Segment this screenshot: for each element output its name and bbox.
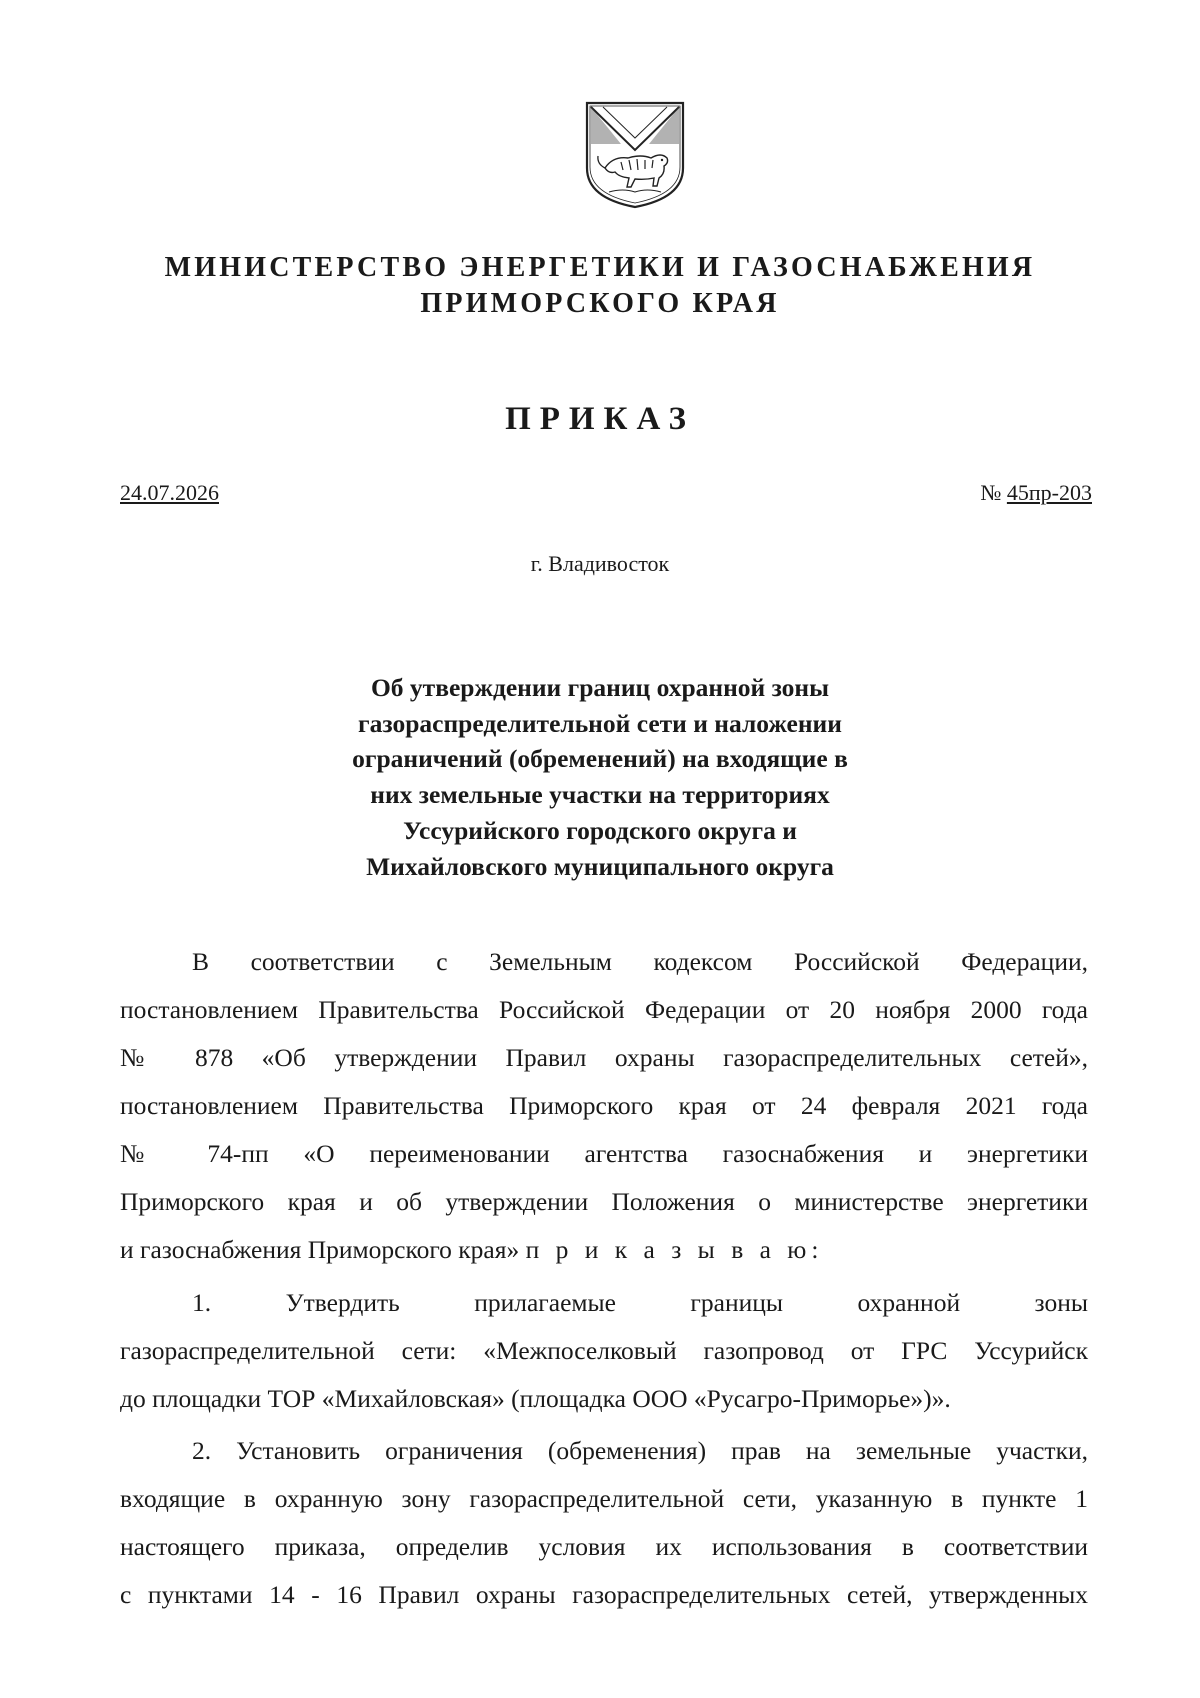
item-1-line: до площадки ТОР «Михайловская» (площадка ООО «Русагро-Приморье»)». [120, 1384, 951, 1413]
item-1-line: газораспределительной сети: «Межпоселковый газопровод от ГРС Уссурийск [120, 1336, 1088, 1365]
subject-line: Об утверждении границ охранной зоны [370, 673, 830, 702]
subject-line: ограничений (обременений) на входящие в [352, 744, 848, 774]
subject-line: газораспределительной сети и наложении [358, 708, 842, 738]
item-2-line: входящие в охранную зону газораспределительной сети, указанную в пункте 1 [120, 1484, 1088, 1513]
item-2-paragraph [120, 1427, 1088, 1619]
order-date: 24.07.2026 [120, 480, 219, 505]
preamble-last-line [120, 1226, 1088, 1274]
order-word: п р и к а з ы в а ю: [525, 1235, 824, 1264]
item-2-line: 2. Установить ограничения (обременения) прав на земельные участки, [192, 1436, 1088, 1465]
item-1-paragraph [120, 1279, 1088, 1423]
order-number-prefix: № [980, 480, 1002, 505]
document-type-title: ПРИКАЗ [505, 401, 695, 437]
preamble-line: Приморского края и об утверждении Положения о министерстве энергетики [120, 1187, 1088, 1216]
subject-line: Михайловского муниципального округа [366, 851, 834, 881]
order-subject [300, 670, 900, 884]
preamble-line: и газоснабжения Приморского края» [120, 1235, 520, 1264]
city-name: г. Владивосток [530, 551, 670, 576]
preamble-line: постановлением Правительства Российской Федерации от 20 ноября 2000 года [120, 995, 1088, 1024]
subject-line: них земельные участки на территориях [370, 780, 830, 810]
preamble-line: постановлением Правительства Приморского края от 24 февраля 2021 года [120, 1091, 1088, 1120]
ministry-name-line2: ПРИМОРСКОГО КРАЯ [420, 288, 780, 319]
item-2-line: с пунктами 14 - 16 Правил охраны газораспределительных сетей, утвержденных [120, 1580, 1088, 1609]
subject-line: Уссурийского городского округа и [403, 815, 797, 845]
preamble-line: В соответствии с Земельным кодексом Российской Федерации, [192, 947, 1088, 976]
ministry-name-line1: МИНИСТЕРСТВО ЭНЕРГЕТИКИ И ГАЗОСНАБЖЕНИЯ [164, 252, 1036, 283]
order-number [980, 479, 1092, 507]
preamble-paragraph [120, 938, 1088, 1274]
order-number-value: 45пр-203 [1006, 480, 1092, 505]
preamble-line: № 74-пп «О переименовании агентства газоснабжения и энергетики [120, 1139, 1088, 1168]
item-2-line: настоящего приказа, определив условия их использования в соответствии [120, 1532, 1088, 1561]
coat-of-arms-emblem [583, 100, 687, 210]
item-1-line: 1. Утвердить прилагаемые границы охранной зоны [192, 1288, 1088, 1317]
preamble-line: № 878 «Об утверждении Правил охраны газораспределительных сетей», [120, 1043, 1088, 1072]
